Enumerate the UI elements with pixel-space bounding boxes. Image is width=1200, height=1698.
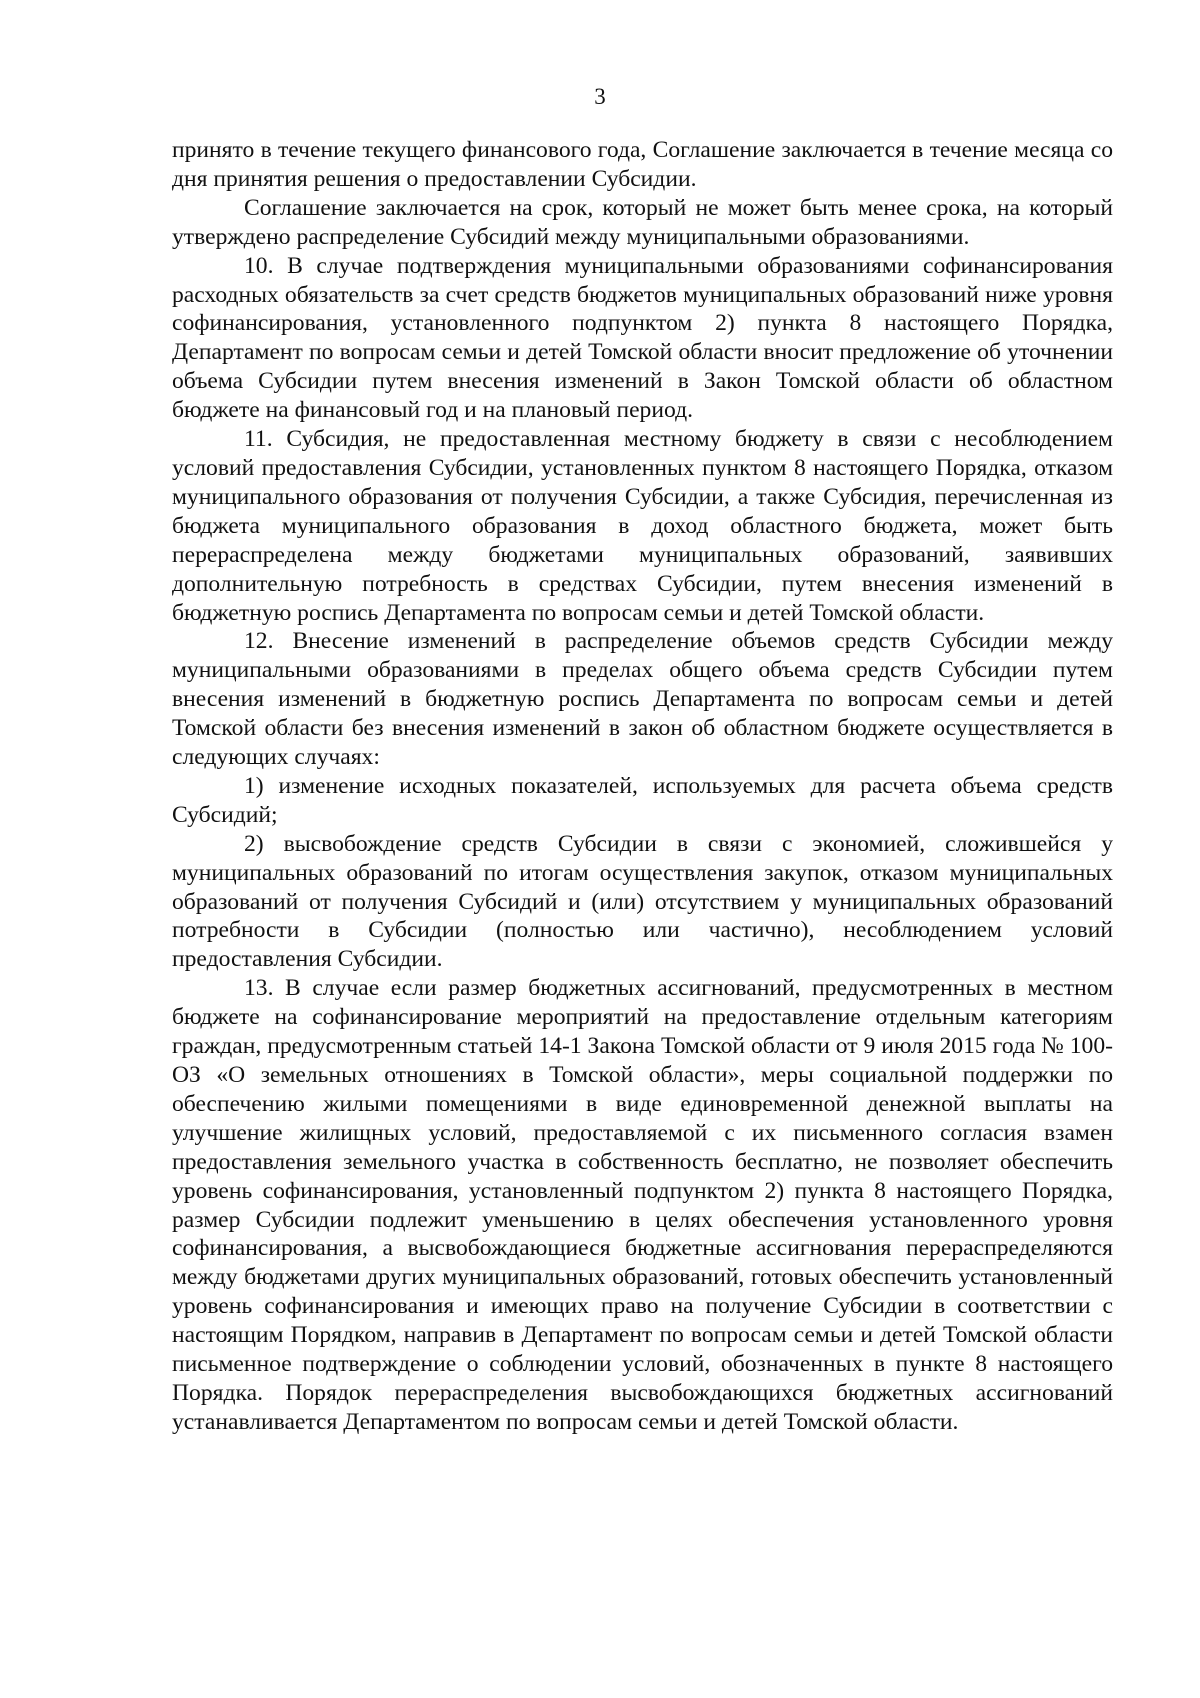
paragraph-agreement-term: Соглашение заключается на срок, который не может быть менее срока, на который утверждено распределение Субсидий между муниципальными образованиями. <box>172 194 1113 250</box>
paragraph-continuation: принято в течение текущего финансового года, Соглашение заключается в течение месяца со дня принятия решения о предоставлении Субсидии. <box>172 137 1113 192</box>
paragraph-11: 11. Субсидия, не предоставленная местному бюджету в связи с несоблюдением условий предоставления Субсидии, установленных пунктом 8 настоящего Порядка, отказом муниципального образования от получения Субсидии, а также Субсидия, перечисленная из бюджета муниципального образования в доход областного бюджета, может быть перераспределена между бюджетами муниципальных образований, заявивших дополнительную потребность в средствах Субсидии, путем внесения изменений в бюджетную роспись Департамента по вопросам семьи и детей Томской области. <box>172 426 1113 626</box>
paragraph-12-item-2: 2) высвобождение средств Субсидии в связи с экономией, сложившейся у муниципальных образований по итогам осуществления закупок, отказом муниципальных образований от получения Субсидий и (или) отсутствием у муниципальных образований потребности в Субсидии (полностью или частично), несоблюдением условий предоставления Субсидии. <box>172 830 1113 973</box>
paragraph-10: 10. В случае подтверждения муниципальными образованиями софинансирования расходных обязательств за счет средств бюджетов муниципальных образований ниже уровня софинансирования, установленного подпунктом 2) пункта 8 настоящего Порядка, Департамент по вопросам семьи и детей Томской области вносит предложение об уточнении объема Субсидии путем внесения изменений в Закон Томской области об областном бюджете на финансовый год и на плановый период. <box>172 252 1113 424</box>
paragraph-12-item-1: 1) изменение исходных показателей, используемых для расчета объема средств Субсидий; <box>172 772 1113 828</box>
paragraph-12: 12. Внесение изменений в распределение объемов средств Субсидии между муниципальными образованиями в пределах общего объема средств Субсидии путем внесения изменений в бюджетную роспись Департамента по вопросам семьи и детей Томской области без внесения изменений в закон об областном бюджете осуществляется в следующих случаях: <box>172 628 1113 771</box>
page-number: 3 <box>594 84 606 109</box>
document-body <box>172 136 1113 1437</box>
paragraph-13: 13. В случае если размер бюджетных ассигнований, предусмотренных в местном бюджете на софинансирование мероприятий на предоставление отдельным категориям граждан, предусмотренным статьей 14-1 Закона Томской области от 9 июля 2015 года № 100-ОЗ «О земельных отношениях в Томской области», меры социальной поддержки по обеспечению жилыми помещениями в виде единовременной денежной выплаты на улучшение жилищных условий, предоставляемой с их письменного согласия взамен предоставления земельного участка в собственность бесплатно, не позволяет обеспечить уровень софинансирования, установленный подпунктом 2) пункта 8 настоящего Порядка, размер Субсидии подлежит уменьшению в целях обеспечения установленного уровня софинансирования, а высвобождающиеся бюджетные ассигнования перераспределяются между бюджетами других муниципальных образований, готовых обеспечить установленный уровень софинансирования и имеющих право на получение Субсидии в соответствии с настоящим Порядком, направив в Департамент по вопросам семьи и детей Томской области письменное подтверждение о соблюдении условий, обозначенных в пункте 8 настоящего Порядка. Порядок перераспределения высвобождающихся бюджетных ассигнований устанавливается Департаментом по вопросам семьи и детей Томской области. <box>172 975 1113 1435</box>
